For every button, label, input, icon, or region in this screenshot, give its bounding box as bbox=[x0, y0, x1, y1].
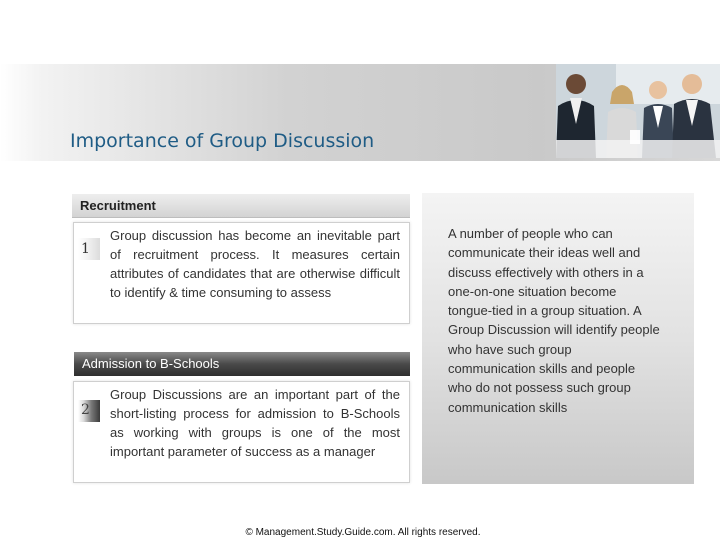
side-panel-text: A number of people who can communicate their ideas well and discuss effectively with others in a one-on-one situation become tongue-tied in a group situation. A Group Discussion will identify people who have such group communication skills and people who do not possess such group communication skills bbox=[448, 226, 660, 415]
business-meeting-photo-icon bbox=[556, 64, 720, 158]
section-heading-recruitment: Recruitment bbox=[72, 194, 410, 218]
section-heading-admission: Admission to B-Schools bbox=[74, 352, 410, 376]
point-text: Group Discussions are an important part of the short-listing process for admission to B-Schools as working with groups is one of the most important parameter of success as a manager bbox=[110, 387, 400, 459]
page-title: Importance of Group Discussion bbox=[70, 130, 375, 152]
point-box-recruitment bbox=[73, 222, 410, 324]
point-box-admission bbox=[73, 381, 410, 483]
point-number: 2 bbox=[81, 402, 90, 418]
point-number: 1 bbox=[81, 241, 90, 257]
side-panel bbox=[422, 193, 694, 484]
point-text: Group discussion has become an inevitable part of recruitment process. It measures certain attributes of candidates that are otherwise difficult to identify & time consuming to assess bbox=[110, 228, 400, 300]
copyright-footer: © Management.Study.Guide.com. All rights reserved. bbox=[245, 527, 481, 538]
